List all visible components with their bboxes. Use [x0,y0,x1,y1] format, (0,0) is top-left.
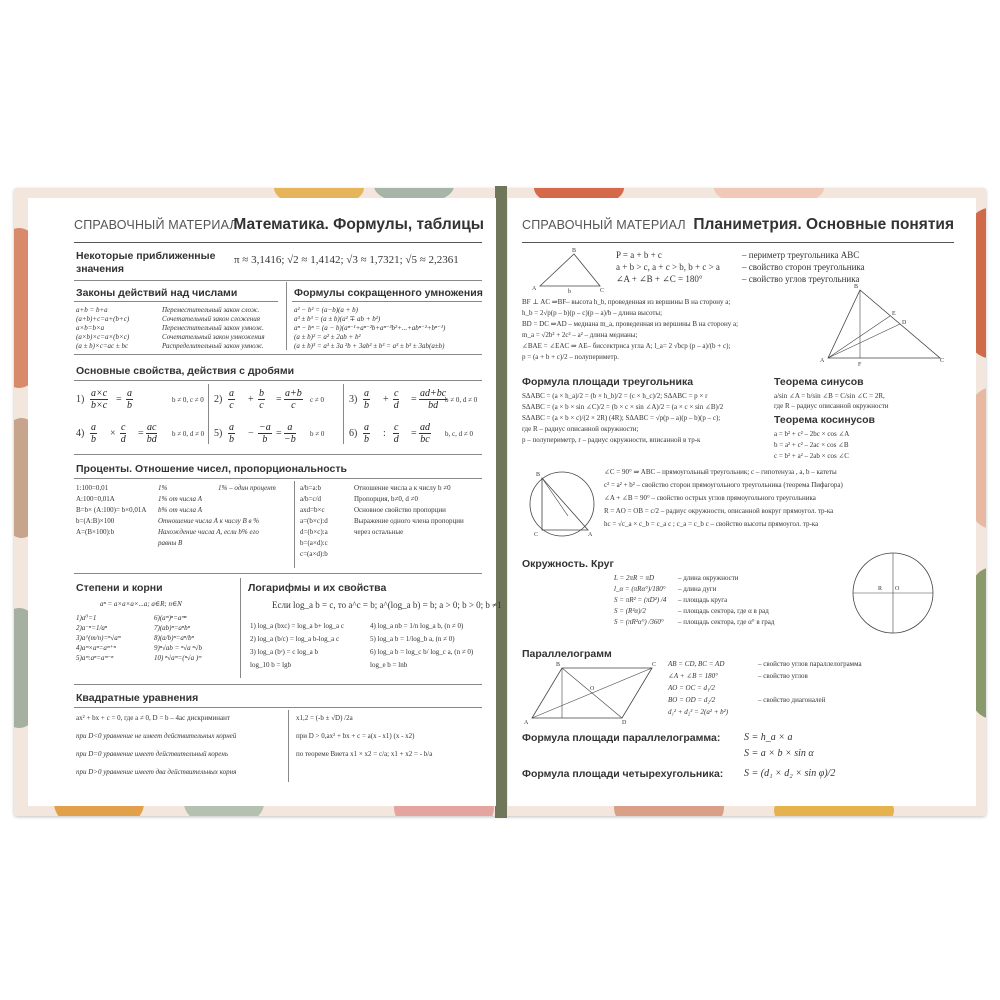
quad-row: при D>0 уравнение имеет два действительных корня [76,768,237,776]
fraction-numerator: a [284,422,296,434]
law-formula: a+b = b+a [76,306,108,314]
fraction-condition: b ≠ 0, c ≠ 0 [172,396,204,404]
fraction-number: 1) [76,394,85,405]
proportion-formula: d=(b×c):a [300,528,328,536]
fraction-denominator: c [259,400,264,411]
quad-row: при D > 0,ax² + bx + c = a(x - x1) (x - x2) [296,732,415,740]
fraction-equals: = [411,428,417,439]
triangle-desc: – свойство углов треугольника [742,274,860,284]
percent-note: 1% – один процент [218,484,276,492]
area-line: SΔABC = (a × h_a)/2 = (b × h_b)/2 = (c × h_c)/2; SΔABC = p × r [522,392,708,400]
power-rule: 2)a⁻ⁿ=1/aⁿ [76,624,108,632]
triangle-desc: – периметр треугольника ABC [742,250,860,260]
fraction-numerator: c [121,422,126,433]
circle-desc: – длина дуги [678,585,717,593]
fraction-condition: b, c, d ≠ 0 [445,430,473,438]
percent-formula: A=(B×100):b [76,528,115,536]
fraction-denominator: d [393,434,399,445]
fraction-numerator: −a [259,422,271,433]
notebook-spine [495,186,507,818]
fraction-numerator: c [394,422,399,433]
triangle-line: BD = DC ⇒AD – медиана m_a, проведенная из вершины B на сторону a; [522,320,739,328]
sines-title: Теорема синусов [774,376,864,388]
par-area-title: Формула площади параллелограмма: [522,732,721,744]
par-area-line-1: S = h_a × a [744,732,793,743]
abbrev-row: aⁿ − bⁿ = (a − b)(aⁿ⁻¹+aⁿ⁻²b+aⁿ⁻³b²+...+abⁿ⁻²+bⁿ⁻¹) [294,324,446,332]
fraction-left [363,422,370,445]
fraction-operator: × [110,428,116,439]
area-line: SΔABC = (a × b × sin ∠C)/2 = (b × c × sin ∠A)/2 = (a × c × sin ∠B)/2 [522,403,724,411]
right-triangle-line: ∠C = 90° ⇒ ABC – прямоугольный треугольник; c – гипотенуза , a, b – катеты [604,468,837,476]
parallelogram-desc: – свойство углов параллелограмма [758,660,862,668]
right-triangle-line: hc = √c_a × c_b = c_a c ; c_a = c_b c – свойство высоты прямоугол. тр-ка [604,520,819,528]
fraction-condition: b ≠ 0, d ≠ 0 [445,396,478,404]
log-rule: 4) log_a nb = 1/n log_a b, (n ≠ 0) [370,622,464,630]
label-b: b [568,289,571,295]
parallelogram-formula: AB = CD, BC = AD [668,660,725,668]
fraction-result [419,422,431,445]
power-rule: 6)(aᵐ)ⁿ=aᵐⁿ [154,614,187,622]
divider [74,478,482,479]
label-F: F [858,362,862,368]
right-triangle-line: ∠A + ∠B = 90° – свойство острых углов прямоугольного треугольника [604,494,816,502]
circle-formula: L = 2πR = πD [614,574,655,582]
fraction-numerator: ac [147,422,157,433]
fraction-left [228,422,235,445]
circle-formula: S = πR² = (πD²) /4 [614,596,667,604]
triangle-line: h_b = 2√p(p – b)(p – c)(p – a)/b – длина высоты; [522,309,663,317]
bisector-line [828,316,890,358]
fraction-number: 2) [214,394,223,405]
divider [74,380,482,381]
fraction-condition: b ≠ 0 [310,430,325,438]
logs-def: Если log_a b = c, то a^c = b; a^(log_a b) = b; a > 0; b > 0; b ≠1 [272,600,502,610]
fraction-middle [393,388,399,411]
percent-formula: A:100=0,01A [76,495,115,503]
percent-desc: равны В [158,539,183,547]
divider [74,707,482,708]
area-line: SΔABC = (a × b × c)/(2 × 2R) (4R); SΔABC = √p(p – a)(p – b)(p – c); [522,414,721,422]
log-rule: 3) log_a (bᶜ) = c log_a b [250,648,318,656]
fraction-numerator: a [229,422,234,433]
power-rule: 5)aᵐ:aⁿ=aᵐ⁻ⁿ [76,654,114,662]
proportion-desc: Отношение числа a к числу b ≠0 [354,484,451,492]
quad-title: Квадратные уравнения [76,692,199,704]
parallelogram-formula: BO = OD = d₂/2 [668,696,716,704]
triangle-diagram [522,246,605,296]
logs-title: Логарифмы и их свойства [248,582,387,594]
label-B: B [854,284,859,290]
percent-formula: 1:100=0,01 [76,484,109,492]
fraction-denominator: b [91,434,96,445]
percent-desc: 1% от числа A [158,495,202,503]
fraction-equals: = [411,394,417,405]
label-A: A [524,720,529,726]
fraction-numerator: b [259,388,264,399]
parallelogram-desc: – свойство углов [758,672,808,680]
quad-row: при D<0 уравнение не имеет действительных корней [76,732,237,740]
triangle-formula: a + b > c, a + c > b, b + c > a [616,262,720,272]
label-D: D [622,720,627,726]
circle-desc: – площадь сектора, где α в рад [678,607,769,615]
label-C: C [652,662,657,668]
fraction-condition: c ≠ 0 [310,396,324,404]
cosines-line: c = b² + a² – 2ab × cos ∠C [774,452,849,460]
triangle-line: ∠BAE = ∠EAC ⇒ AE– биссектриса угла А; l_a= 2 √bcp (p – a)/(b + c); [522,342,731,350]
circle-desc: – площадь сектора, где α° в град [678,618,775,626]
triangle-desc: – свойство сторон треугольника [742,262,865,272]
power-rule: 3)a^(m/n)=ⁿ√aᵐ [76,634,121,642]
triangle-formula: ∠A + ∠B + ∠C = 180° [616,274,703,284]
circle-formula: S = (R²α)/2 [614,607,646,615]
fraction-denominator: b×c [91,400,108,411]
law-name: Сочетательный закон умножения [162,333,265,341]
power-rule: 4)aᵐ×aⁿ=aᵐ⁺ⁿ [76,644,116,652]
law-name: Распределительный закон умнож. [162,342,264,350]
power-rule: 10) ⁿ√aᵐ=(ⁿ√a )ᵐ [154,654,202,662]
proportion-desc: Основное свойство пропорции [354,506,446,514]
fraction-number: 6) [349,428,358,439]
left-page [28,198,502,806]
fraction-denominator: b [364,434,369,445]
left-header-title: Математика. Формулы, таблицы [233,216,484,233]
fraction-numerator: ad [420,422,430,433]
cosines-line: b = a² + c² – 2ac × cos ∠B [774,441,849,449]
triangle-shape [542,478,588,530]
par-area-line-2: S = a × b × sin α [744,748,814,759]
fraction-numerator: a [364,422,369,433]
fraction-numerator: a [364,388,369,399]
powers-def: aⁿ = a×a×a×...a; a∈R; n∈N [100,600,182,608]
percent-formula: B=b× (A:100)= b×0,01A [76,506,147,514]
log-rule: 6) log_a b = log_c b/ log_c a, (n ≠ 0) [370,648,474,656]
percent-formula: b=(A:B)×100 [76,517,115,525]
fraction-denominator: c [291,400,296,411]
percent-desc: 1% [158,484,168,492]
divider [343,384,344,444]
law-name: Переместительный закон слож. [162,306,260,314]
fraction-equals: = [276,428,282,439]
fraction-operator: : [383,428,386,439]
parallelogram-diagram [524,662,658,726]
laws-title: Законы действий над числами [76,287,238,299]
fraction-middle [258,388,265,411]
fraction-operator: − [248,428,254,439]
label-C: C [940,358,945,364]
fraction-denominator: −b [284,434,296,445]
quad-area-line: S = (d₁ × d₂ × sin φ)/2 [744,768,836,779]
right-header-title: Планиметрия. Основные понятия [693,216,954,233]
fraction-left [363,388,370,411]
divider [74,280,482,281]
power-rule: 9)ⁿ√ab = ⁿ√a ⁿ√b [154,644,202,652]
quad-row: x1,2 = (-b ± √D) /2a [296,714,353,722]
label-C: C [600,288,605,294]
fraction-number: 3) [349,394,358,405]
fraction-equals: = [138,428,144,439]
diagonal-line [562,668,622,718]
abbrev-row: (a ± b)² = a² ± 2ab + b² [294,333,361,341]
label-A: A [588,532,593,538]
right-triangle-circle-diagram [528,468,598,538]
right-triangle-line: c² = a² + b² – свойство сторон прямоугольного треугольника (теорема Пифагора) [604,481,843,489]
divider [74,684,482,685]
right-page [508,198,976,806]
height-line [542,478,568,516]
label-B: B [572,248,577,254]
fraction-middle [258,422,272,445]
divider [208,384,209,444]
triangle-shape [540,254,600,286]
log-rule: 2) log_a (b/c) = log_a b-log_a c [250,635,340,643]
fraction-operator: + [248,394,254,405]
area-title: Формула площади треугольника [522,376,694,388]
circle-desc: – длина окружности [678,574,739,582]
label-A: A [532,286,537,292]
fraction-result [126,388,133,411]
powers-title: Степени и корни [76,582,163,594]
fraction-denominator: b [127,400,132,411]
fraction-numerator: ad+bc [420,388,447,399]
right-triangle-line: R = AO = OB = c/2 – радиус окружности, описанной вокруг прямоугол. тр-ка [604,507,834,515]
label-B: B [536,472,541,478]
law-name: Сочетательный закон сложения [162,315,261,323]
fractions-title: Основные свойства, действия с дробями [76,365,295,377]
fraction-denominator: b [262,434,268,445]
label-D: D [902,320,907,326]
fraction-numerator: a [127,388,132,399]
fraction-numerator: a+b [285,388,302,399]
cosines-title: Теорема косинусов [774,414,875,426]
law-name: Переместительный закон умнож. [162,324,264,332]
parallelogram-desc: – свойство диагоналей [758,696,826,704]
fraction-left [228,388,235,411]
divider [74,573,482,574]
fraction-result [284,422,296,445]
power-rule: 1)a⁰=1 [76,614,97,622]
label-A: A [820,358,825,364]
divider [288,710,289,782]
law-formula: (a×b)×c=a×(b×c) [76,333,130,341]
law-formula: (a+b)+c=a+(b+c) [76,315,130,323]
right-header-small: СПРАВОЧНЫЙ МАТЕРИАЛ [522,218,686,232]
fraction-result [146,422,157,445]
triangle-line: m_a = √2b² + 2c² – a² – длина медианы; [522,331,638,339]
approx-title-2: значения [76,263,124,275]
label-R: R [878,586,883,592]
fraction-result [419,388,447,411]
fraction-denominator: d [120,434,126,445]
circle-desc: – площадь круга [678,596,728,604]
fraction-result [284,388,303,411]
quad-area-title: Формула площади четырехугольника: [522,768,724,780]
parallelogram-title: Параллелограмм [522,648,612,660]
proportion-formula: a=(b×c):d [300,517,328,525]
power-rule: 7)(ab)ⁿ=aⁿbⁿ [154,624,190,632]
parallelogram-formula: d₁² + d₂² = 2(a² + b²) [668,708,729,716]
fraction-denominator: bd [428,400,439,411]
circle-formula: S = (πR²α°) /360° [614,618,664,626]
parallelogram-formula: AO = OC = d₁/2 [668,684,715,692]
divider [292,301,482,302]
fraction-numerator: a×c [91,388,108,399]
fraction-denominator: bc [420,434,430,445]
triangle-line: p = (a + b + c)/2 – полупериметр. [522,353,619,361]
area-line: p – полупериметр, r – радиус окружности, вписанной в тр-к [522,436,701,444]
label-O: O [895,586,900,592]
fraction-operator: + [383,394,389,405]
approx-values: π ≈ 3,1416; √2 ≈ 1,4142; √3 ≈ 1,7321; √5 ≈ 2,2361 [234,254,459,266]
fraction-middle [120,422,126,445]
log-rule: 5) log_a b = 1/log_b a, (n ≠ 0) [370,635,455,643]
divider [286,282,287,350]
fraction-condition: b ≠ 0, d ≠ 0 [172,430,205,438]
law-formula: (a ± b)×c=ac ± bc [76,342,129,350]
fraction-middle [393,422,399,445]
circle-diagram [848,548,938,638]
triangle-lines-diagram [820,284,945,368]
abbrev-row: a³ ± b³ = (a ± b)(a² ∓ ab + b²) [294,315,381,323]
triangle-formula: P = a + b + c [616,250,662,260]
triangle-shape [828,290,940,358]
area-line: где R – радиус описанной окружности; [522,425,639,433]
proportion-formula: a/b=c/d [300,495,322,503]
quad-row: по теореме Виета x1 × x2 = c/a; x1 + x2 = - b/a [296,750,433,758]
proportion-desc: через остальные [354,528,404,536]
label-C: C [534,532,539,538]
notebook [14,188,986,816]
power-rule: 8)(a/b)ⁿ=aⁿ/bⁿ [154,634,194,642]
fraction-denominator: d [393,400,399,411]
approx-title-1: Некоторые приближенные [76,250,216,262]
median-line [828,324,900,358]
divider [294,481,295,568]
label-E: E [892,311,896,317]
proportion-formula: a/b=a:b [300,484,322,492]
circle-formula: l_α = (πRα°)/180° [614,585,666,593]
percent-desc: Отношение числа А к числу B в % [158,517,260,525]
proportion-formula: c=(a×d):b [300,550,328,558]
abbrev-title: Формулы сокращенного умножения [294,287,483,299]
divider [74,242,482,243]
law-formula: a×b=b×a [76,324,105,332]
percent-title: Проценты. Отношение чисел, пропорциональность [76,463,347,475]
percent-desc: Нахождение числа А, если b% его [158,528,259,536]
abbrev-row: a² − b² = (a−b)(a + b) [294,306,358,314]
sines-line: где R – радиус описанной окружности [774,402,889,410]
log-rule: log_10 b = lgb [250,661,292,669]
proportion-formula: axd=b×c [300,506,325,514]
cosines-line: a = b² + c² – 2bc × cos ∠A [774,430,850,438]
proportion-desc: Пропорция, b≠0, d ≠0 [354,495,418,503]
abbrev-row: (a ± b)³ = a³ ± 3a ²b + 3ab² ± b³ = a³ ± b³ ± 3ab(a±b) [294,342,445,350]
fraction-operator: = [116,394,122,405]
label-B: B [556,662,561,668]
fraction-numerator: c [394,388,399,399]
fraction-number: 5) [214,428,223,439]
log-rule: 1) log_a (bxc) = log_a b+ log_a c [250,622,345,630]
divider [74,454,482,455]
divider [240,578,241,678]
left-header-small: СПРАВОЧНЫЙ МАТЕРИАЛ [74,218,238,232]
fraction-left [90,388,108,411]
quad-row: ax² + bx + c = 0, где a ≠ 0, D = b – 4ac дискриминант [76,714,230,722]
proportion-formula: b=(a×d):c [300,539,328,547]
fraction-denominator: c [229,400,234,411]
fraction-denominator: bd [146,434,157,445]
fraction-denominator: b [364,400,369,411]
fraction-left [90,422,97,445]
percent-desc: b% от числа A [158,506,202,514]
divider [74,354,482,355]
circle-title: Окружность. Круг [522,558,614,570]
fraction-equals: = [276,394,282,405]
parallelogram-formula: ∠A + ∠B = 180° [668,672,718,680]
fraction-denominator: b [229,434,234,445]
proportion-desc: Выражение одного члена пропорции [354,517,464,525]
label-O: O [590,686,595,692]
quad-row: при D=0 уравнение имеет действительный корень [76,750,229,758]
log-rule: log_e b = lnb [370,661,408,669]
divider [74,301,278,302]
fraction-numerator: a [229,388,234,399]
sines-line: a/sin ∠A = b/sin ∠B = C/sin ∠C = 2R, [774,392,885,400]
fraction-number: 4) [76,428,85,439]
divider [522,242,954,243]
triangle-line: BF ⊥ AC ⇒BF– высота h_b, проведенная из вершины B на сторону a; [522,298,731,306]
fraction-numerator: a [91,422,96,433]
